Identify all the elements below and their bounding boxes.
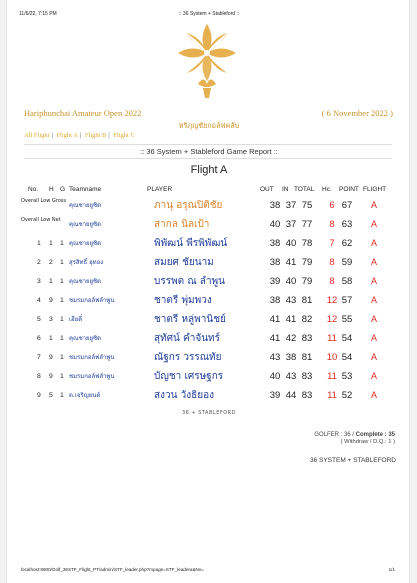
cell-team: สุรสิทธิ์ อุทอง — [69, 259, 104, 266]
table-row — [7, 329, 411, 348]
cell-hc: 8 — [329, 276, 335, 287]
cell-player: พิพัฒน์ พีรพิพัฒน์ — [154, 238, 228, 249]
cell-point: 62 — [341, 238, 353, 249]
cell-no: 8 — [37, 373, 41, 380]
cell-total: 78 — [301, 238, 313, 249]
cell-total: 77 — [301, 219, 313, 230]
cell-point: 67 — [341, 200, 353, 211]
cell-point: 63 — [341, 219, 353, 230]
cell-team: ต.เจริญยนต์ — [69, 392, 101, 399]
cell-flight: A — [371, 333, 378, 343]
cell-no: Overall Low Net — [21, 217, 61, 223]
cell-hc: 12 — [326, 295, 338, 306]
col-total: TOTAL — [294, 186, 315, 193]
cell-total: 75 — [301, 200, 313, 211]
footer-url: localhost:8800/Golf_36STF_Flight_PT/admin/STF_leader.php?mpage=STF_leadera&No= — [21, 567, 205, 572]
col-hc: Hc. — [322, 186, 332, 193]
table-row — [7, 310, 411, 329]
col-h: H — [49, 186, 54, 193]
cell-out: 39 — [269, 390, 281, 401]
cell-team: คุณชายยูซิด — [69, 202, 102, 209]
cell-g: 1 — [60, 373, 64, 380]
table-row — [7, 215, 411, 234]
cell-out: 41 — [269, 333, 281, 344]
cell-player: ชาตรี หลู่พานิชย์ — [154, 314, 226, 325]
cell-hc: 10 — [326, 352, 338, 363]
cell-in: 44 — [285, 390, 297, 401]
cell-out: 40 — [269, 219, 281, 230]
nav-flight-b[interactable]: Flight B — [84, 132, 107, 139]
col-player: PLAYER — [147, 186, 173, 193]
cell-h: 1 — [49, 278, 53, 285]
cell-player: สมยศ ชัยนาม — [154, 257, 214, 268]
flight-nav: All Flight | Flight A | Flight B | Flight C — [24, 132, 135, 139]
col-g: G — [60, 186, 66, 193]
cell-in: 37 — [285, 200, 297, 211]
cell-flight: A — [371, 295, 378, 305]
divider — [24, 144, 392, 145]
golfer-summary — [314, 432, 395, 438]
table-row — [7, 253, 411, 272]
cell-total: 83 — [301, 390, 313, 401]
cell-in: 41 — [285, 257, 297, 268]
table-row — [7, 367, 411, 386]
cell-out: 38 — [269, 295, 281, 306]
cell-in: 37 — [285, 219, 297, 230]
cell-no: 2 — [37, 259, 41, 266]
cell-hc: 11 — [327, 371, 337, 382]
table-row — [7, 234, 411, 253]
cell-no: 6 — [37, 335, 41, 342]
cell-point: 57 — [341, 295, 353, 306]
cell-flight: A — [371, 352, 378, 362]
cell-g: 1 — [60, 354, 64, 361]
cell-g: 1 — [60, 259, 64, 266]
cell-g: 1 — [60, 316, 64, 323]
nav-flight-a[interactable]: Flight A — [56, 132, 78, 139]
col-out: OUT — [260, 186, 274, 193]
cell-no: 3 — [37, 278, 41, 285]
cell-hc: 7 — [329, 238, 335, 249]
event-name: Hariphunchai Amateur Open 2022 — [24, 108, 142, 118]
cell-in: 43 — [285, 295, 297, 306]
col-point: POINT — [339, 186, 359, 193]
cell-hc: 6 — [329, 200, 335, 211]
cell-flight: A — [371, 390, 378, 400]
cell-point: 53 — [341, 371, 353, 382]
print-datetime: 11/6/22, 7:15 PM — [19, 11, 57, 17]
nav-flight-c[interactable]: Flight C — [113, 132, 135, 139]
cell-h: 9 — [49, 373, 53, 380]
cell-total: 83 — [301, 333, 313, 344]
cell-flight: A — [371, 257, 378, 267]
cell-g: 1 — [60, 335, 64, 342]
cell-h: 9 — [49, 354, 53, 361]
cell-team: ชมรมกอล์ฟลำพูน — [69, 373, 115, 380]
cell-player: ณัฐกร วรรณทัย — [154, 352, 222, 363]
cell-in: 41 — [285, 314, 297, 325]
cell-g: 1 — [60, 278, 64, 285]
system-label: 36 SYSTEM + STABLEFORD — [309, 457, 396, 464]
cell-no: Overall Low Gross — [21, 198, 66, 204]
print-title: :: 36 System + Stableford :: — [178, 11, 240, 17]
event-date: ( 6 November 2022 ) — [321, 108, 393, 118]
cell-player: ชาตรี พุ่มพวง — [154, 295, 212, 306]
cell-out: 38 — [269, 257, 281, 268]
cell-hc: 12 — [326, 314, 338, 325]
cell-team: เฮียตี๋ — [69, 316, 83, 323]
cell-player: ภานุ อรุณปิติชัย — [154, 200, 223, 211]
cell-team: คุณชายยูซิด — [69, 335, 102, 342]
withdraw-count: ( Withdraw / D.Q.: 1 ) — [340, 439, 395, 445]
cell-no: 9 — [37, 392, 41, 399]
lotus-logo-icon — [172, 22, 242, 102]
cell-in: 43 — [285, 371, 297, 382]
cell-point: 58 — [341, 276, 353, 287]
cell-flight: A — [371, 371, 378, 381]
nav-all-flight[interactable]: All Flight — [24, 132, 50, 139]
cell-in: 40 — [285, 238, 297, 249]
cell-flight: A — [371, 219, 378, 229]
cell-player: สากล นิลเป้า — [154, 219, 210, 230]
cell-total: 83 — [301, 371, 313, 382]
cell-g: 1 — [60, 297, 64, 304]
cell-h: 1 — [49, 335, 53, 342]
golfer-count: GOLFER : 36 / — [314, 432, 354, 438]
cell-no: 7 — [37, 354, 41, 361]
table-row — [7, 272, 411, 291]
flight-heading: Flight A — [190, 164, 228, 176]
cell-player: สงวน วังธิยอง — [154, 390, 214, 401]
cell-flight: A — [371, 238, 378, 248]
cell-in: 40 — [285, 276, 297, 287]
cell-total: 79 — [301, 276, 313, 287]
report-title: :: 36 System + Stableford Game Report :: — [140, 147, 278, 156]
cell-total: 81 — [301, 295, 313, 306]
table-row — [7, 386, 411, 405]
cell-player: บัญชา เศรษฐกร — [154, 371, 224, 382]
cell-hc: 8 — [329, 257, 335, 268]
complete-count: Complete : 35 — [355, 432, 395, 438]
cell-player: บรรพต ณ ลำพูน — [154, 276, 225, 287]
club-name-thai: หริภุญชัยกอล์ฟคลับ — [178, 121, 240, 130]
cell-h: 3 — [49, 316, 53, 323]
cell-g: 1 — [60, 392, 64, 399]
cell-total: 82 — [301, 314, 313, 325]
cell-team: คุณชายยูซิด — [69, 240, 102, 247]
cell-out: 39 — [269, 276, 281, 287]
cell-hc: 8 — [329, 219, 335, 230]
cell-team: ชมรมกอล์ฟลำพูน — [69, 354, 115, 361]
report-page — [6, 0, 410, 583]
cell-no: 4 — [37, 297, 41, 304]
cell-point: 54 — [341, 352, 353, 363]
table-row — [7, 348, 411, 367]
cell-point: 59 — [341, 257, 353, 268]
cell-out: 40 — [269, 371, 281, 382]
cell-out: 38 — [269, 238, 281, 249]
cell-flight: A — [371, 276, 378, 286]
cell-point: 52 — [341, 390, 353, 401]
stableford-caption: 36 + STABLEFORD — [181, 410, 236, 416]
cell-hc: 11 — [327, 333, 337, 344]
table-row — [7, 196, 411, 215]
cell-flight: A — [371, 200, 378, 210]
cell-team: คุณชายยูซิด — [69, 221, 102, 228]
divider — [24, 158, 392, 159]
col-in: IN — [282, 186, 289, 193]
table-row — [7, 291, 411, 310]
cell-total: 79 — [301, 257, 313, 268]
col-teamname: Teamname — [69, 186, 102, 193]
cell-player: สุทัศน์ คำจันทร์ — [154, 333, 221, 344]
cell-flight: A — [371, 314, 378, 324]
cell-out: 41 — [269, 314, 281, 325]
col-no: No. — [28, 186, 39, 193]
cell-h: 5 — [49, 392, 53, 399]
cell-no: 5 — [37, 316, 41, 323]
cell-team: ชมรมกอล์ฟลำพูน — [69, 297, 115, 304]
cell-hc: 11 — [327, 390, 337, 401]
cell-g: 1 — [60, 240, 64, 247]
col-flight: FLIGHT — [363, 186, 387, 193]
cell-h: 1 — [49, 240, 53, 247]
cell-h: 2 — [49, 259, 53, 266]
cell-out: 43 — [269, 352, 281, 363]
cell-in: 38 — [285, 352, 297, 363]
cell-point: 55 — [341, 314, 353, 325]
cell-team: คุณชายยูซิด — [69, 278, 102, 285]
cell-point: 54 — [341, 333, 353, 344]
footer-page: 1/1 — [388, 567, 395, 572]
cell-no: 1 — [37, 240, 41, 247]
cell-in: 42 — [285, 333, 297, 344]
cell-total: 81 — [301, 352, 313, 363]
cell-h: 9 — [49, 297, 53, 304]
cell-out: 38 — [269, 200, 281, 211]
